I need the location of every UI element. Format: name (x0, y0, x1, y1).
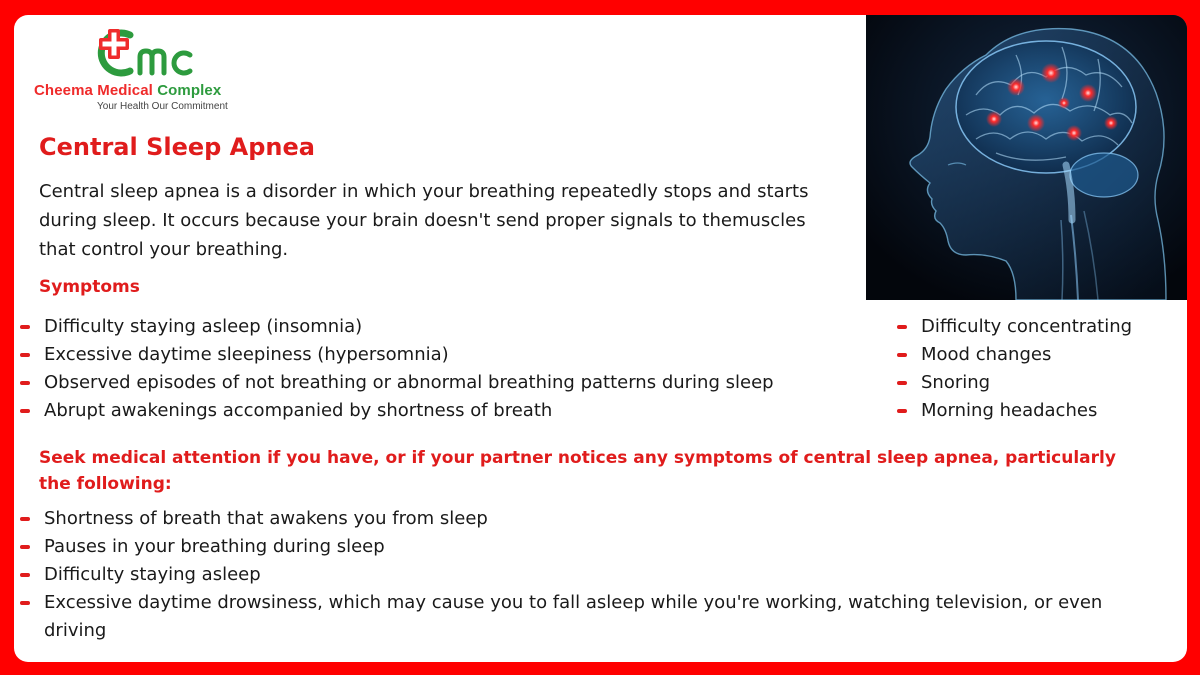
list-item-text: Difficulty concentrating (921, 316, 1133, 337)
medical-cross-logo-icon (94, 25, 214, 81)
bullet-dash-icon (20, 573, 30, 577)
bullet-dash-icon (20, 325, 30, 329)
intro-paragraph: Central sleep apnea is a disorder in which your breathing repeatedly stops and starts during sleep. It occurs because your brain doesn't send proper signals to themuscles that control your breathing. (39, 181, 809, 260)
list-item (20, 533, 1104, 561)
list-item (897, 397, 1132, 425)
list-item (20, 369, 774, 397)
symptoms-list-right (897, 313, 1132, 425)
bullet-dash-icon (20, 545, 30, 549)
attention-heading: Seek medical attention if you have, or if your partner notices any symptoms of central sleep apnea, particularly the following: (39, 448, 1116, 494)
page-title: Central Sleep Apnea (39, 133, 315, 161)
symptoms-heading: Symptoms (39, 277, 140, 297)
list-item-text: Difficulty staying asleep (insomnia) (44, 316, 363, 337)
list-item-text: Excessive daytime drowsiness, which may cause you to fall asleep while you're working, watching television, or even driving (44, 592, 1103, 641)
list-item (20, 589, 1104, 645)
brand-name-part1: Cheema Medical (34, 82, 153, 99)
poster-card (14, 15, 1187, 662)
list-item-text: Pauses in your breathing during sleep (44, 536, 385, 557)
list-item-text: Shortness of breath that awakens you from sleep (44, 508, 488, 529)
attention-list (20, 505, 1104, 645)
bullet-dash-icon (20, 381, 30, 385)
list-item-text: Morning headaches (921, 400, 1098, 421)
bullet-dash-icon (20, 353, 30, 357)
bullet-dash-icon (20, 409, 30, 413)
bullet-dash-icon (897, 353, 907, 357)
brand-name (34, 82, 221, 99)
symptoms-list-left (20, 313, 774, 425)
list-item-text: Abrupt awakenings accompanied by shortness of breath (44, 400, 553, 421)
list-item (20, 397, 774, 425)
list-item-text: Difficulty staying asleep (44, 564, 261, 585)
list-item (20, 505, 1104, 533)
bullet-dash-icon (897, 381, 907, 385)
bullet-dash-icon (897, 409, 907, 413)
brain-illustration (866, 15, 1187, 300)
brand-logo (34, 25, 254, 125)
brand-tagline: Your Health Our Commitment (97, 101, 228, 112)
list-item-text: Mood changes (921, 344, 1052, 365)
list-item-text: Observed episodes of not breathing or abnormal breathing patterns during sleep (44, 372, 774, 393)
list-item (897, 369, 1132, 397)
list-item (20, 561, 1104, 589)
brand-name-part2: Complex (157, 82, 222, 99)
list-item (897, 341, 1132, 369)
brain-head-icon (866, 15, 1187, 300)
list-item (20, 313, 774, 341)
list-item-text: Snoring (921, 372, 991, 393)
bullet-dash-icon (20, 517, 30, 521)
list-item (20, 341, 774, 369)
list-item-text: Excessive daytime sleepiness (hypersomnia) (44, 344, 449, 365)
bullet-dash-icon (897, 325, 907, 329)
list-item (897, 313, 1132, 341)
bullet-dash-icon (20, 601, 30, 605)
